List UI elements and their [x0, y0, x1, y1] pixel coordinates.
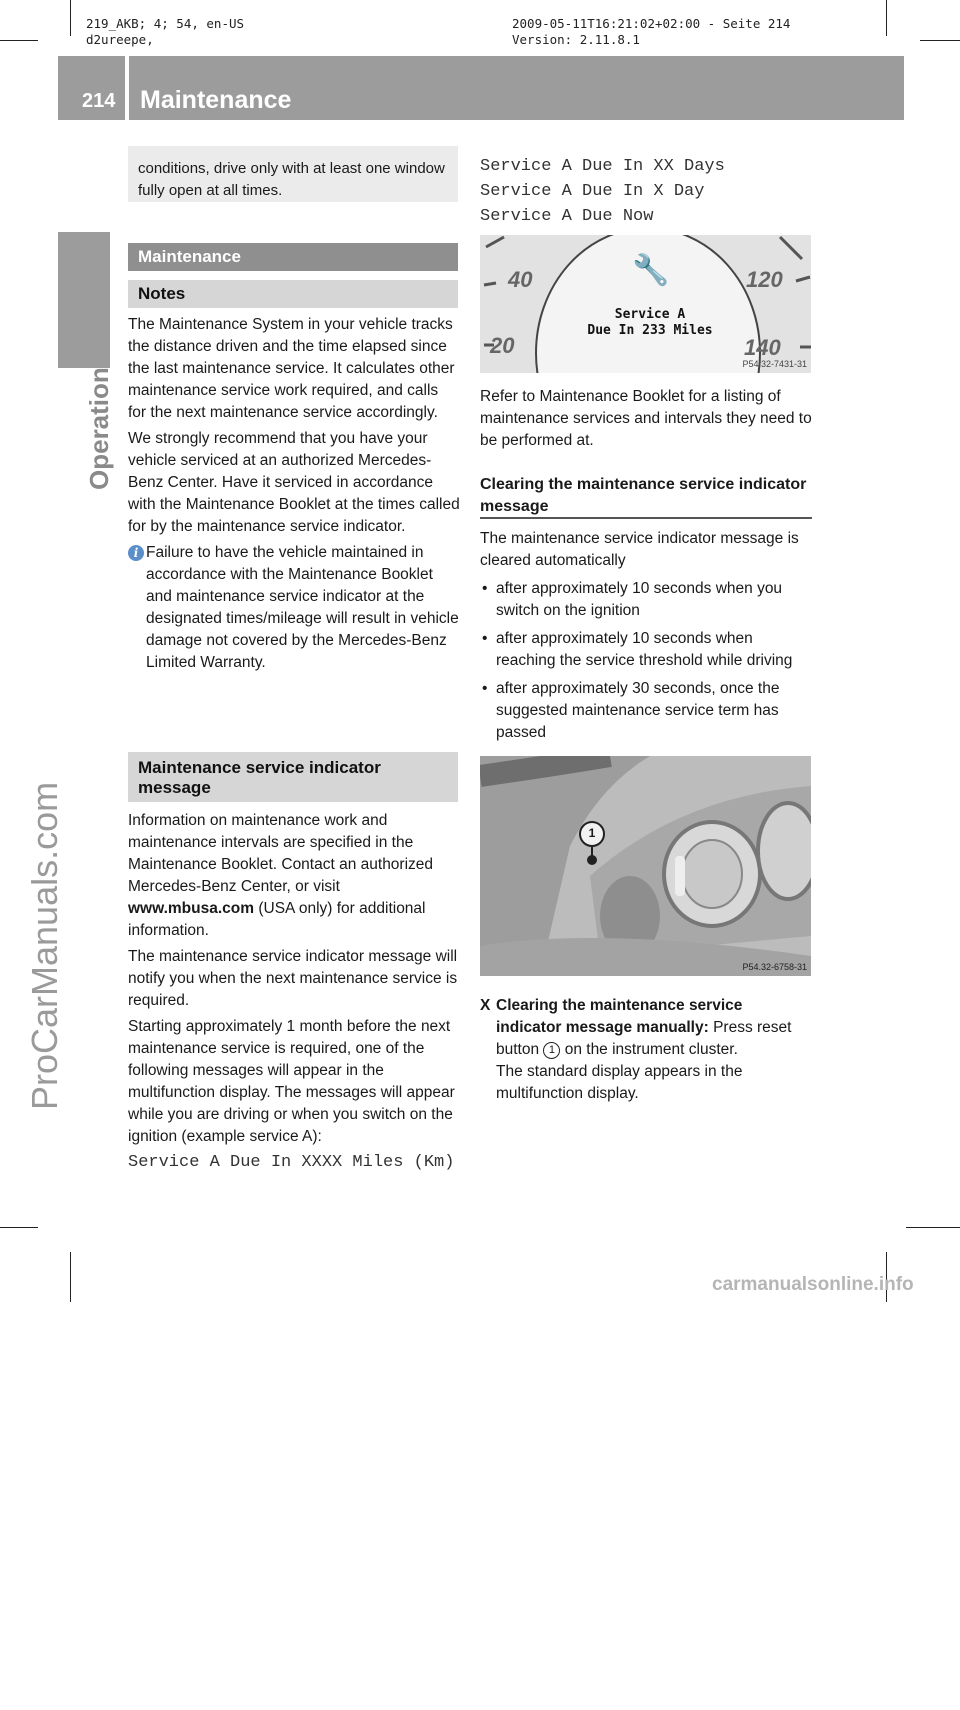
figure-reset-button [480, 756, 811, 976]
step-text-part: on the instrument cluster. [560, 1041, 738, 1058]
auto-clear-text: The maintenance service indicator message is cleared automatically [480, 530, 799, 569]
step-instruction [480, 995, 812, 1105]
dial-tick-label: 20 [490, 333, 515, 358]
watermark-left-wrap [16, 781, 65, 1710]
figure-code: P54.32-6758-31 [742, 962, 807, 972]
crop-mark [70, 1252, 71, 1302]
service-message-display [580, 307, 720, 339]
service-message-line: Due In 233 Miles [587, 323, 713, 338]
notes-paragraph: The Maintenance System in your vehicle tracks the distance driven and the time elapsed since the last maintenance service. It calculates other maintenance service work required, and calls for the next maintenance service accordingly. [128, 316, 455, 421]
crop-mark [0, 40, 38, 41]
page-title: Maintenance [140, 86, 292, 114]
indicator-paragraph [128, 810, 460, 942]
service-message-line: Service A [614, 307, 686, 322]
figure-service-display [480, 235, 811, 373]
step-result: The standard display appears in the multifunction display. [496, 1063, 743, 1102]
figure-code: P54.32-7431-31 [742, 359, 807, 369]
header-divider [125, 56, 129, 120]
print-meta-line: 2009-05-11T16:21:02+02:00 - Seite 214 [512, 16, 791, 31]
dial-tick-label: 40 [508, 267, 533, 292]
indicator-paragraph: The maintenance service indicator message will notify you when the next maintenance service is required. [128, 948, 458, 1009]
indicator-body [128, 810, 460, 1174]
info-icon: i [128, 545, 144, 561]
side-tab-label: Operation [84, 367, 114, 490]
message-list [480, 154, 812, 229]
crop-mark [70, 0, 71, 36]
indicator-text: (USA only) for additional information. [128, 900, 426, 939]
crop-mark [906, 1227, 960, 1228]
print-meta-line: 219_AKB; 4; 54, en-US [86, 16, 245, 31]
bullet-item: • after approximately 10 seconds when reaching the service threshold while driving [480, 628, 812, 672]
dial-tick-label: 120 [746, 267, 783, 292]
print-meta-line: Version: 2.11.8.1 [512, 32, 640, 47]
section-heading-maintenance: Maintenance [128, 243, 458, 271]
watermark-left: ProCarManuals.com [24, 781, 65, 1110]
message-example: Service A Due In XX Days [480, 157, 725, 176]
heading-rule [480, 517, 812, 519]
message-example: Service A Due Now [480, 207, 654, 226]
step-item [480, 995, 812, 1105]
step-bold: Clearing the maintenance service indicator message manually: [496, 997, 743, 1036]
step-text-part: Press reset button [496, 1019, 792, 1058]
print-meta-right [512, 16, 790, 48]
refer-text: Refer to Maintenance Booklet for a listing of maintenance services and intervals they need to be performed at. [480, 388, 812, 449]
print-meta-left [86, 16, 244, 48]
indicator-text: Information on maintenance work and maintenance intervals are specified in the Maintenance Booklet. Contact an authorized Mercedes-Benz Center, or visit [128, 812, 434, 895]
step-text [496, 995, 812, 1061]
dial-tick-label: 140 [744, 335, 781, 360]
mbusa-link[interactable]: www.mbusa.com [128, 900, 255, 917]
crop-mark [920, 40, 960, 41]
watermark-bottom: carmanualsonline.info [712, 1274, 914, 1295]
section-heading-notes: Notes [128, 280, 458, 308]
heading-clearing: Clearing the maintenance service indicator message [480, 476, 807, 515]
message-example: Service A Due In XXXX Miles (Km) [128, 1153, 455, 1172]
section-heading-indicator: Maintenance service indicator message [128, 752, 458, 802]
page-number: 214 [82, 90, 116, 112]
indicator-paragraph: Starting approximately 1 month before the next maintenance service is required, one of the following messages will appear in the multifunction display. The messages will appear while you are driving or when you switch on the ignition (example service A): [128, 1018, 455, 1145]
bullet-item: • after approximately 30 seconds, once the suggested maintenance service term has passed [480, 678, 812, 744]
message-example: Service A Due In X Day [480, 182, 705, 201]
print-meta-line: d2ureepe, [86, 32, 154, 47]
wrench-icon: 🔧 [632, 254, 670, 287]
callout-marker: 1 [543, 1042, 560, 1059]
notes-paragraph: We strongly recommend that you have your vehicle serviced at an authorized Mercedes-Benz Center. Have it serviced in accordance with the Maintenance Booklet at the times called for by the maintenance service indicator. [128, 430, 460, 535]
cluster-photo-graphic [480, 756, 811, 976]
side-tab [58, 232, 110, 368]
side-tab-label-wrap [74, 367, 114, 620]
warning-box-continued: conditions, drive only with at least one window fully open at all times. [128, 146, 458, 202]
info-note [128, 542, 460, 674]
info-text: Failure to have the vehicle maintained in accordance with the Maintenance Booklet and maintenance service indicator at the designated times/mileage will result in vehicle damage not covered by the Mercedes-Benz Limited Warranty. [146, 544, 459, 671]
step-marker: X [480, 997, 491, 1014]
clearing-body [480, 528, 812, 744]
notes-body [128, 314, 460, 674]
bullet-item: • after approximately 10 seconds when you switch on the ignition [480, 578, 812, 622]
crop-mark [886, 0, 887, 36]
figure-callout: 1 [588, 826, 596, 840]
